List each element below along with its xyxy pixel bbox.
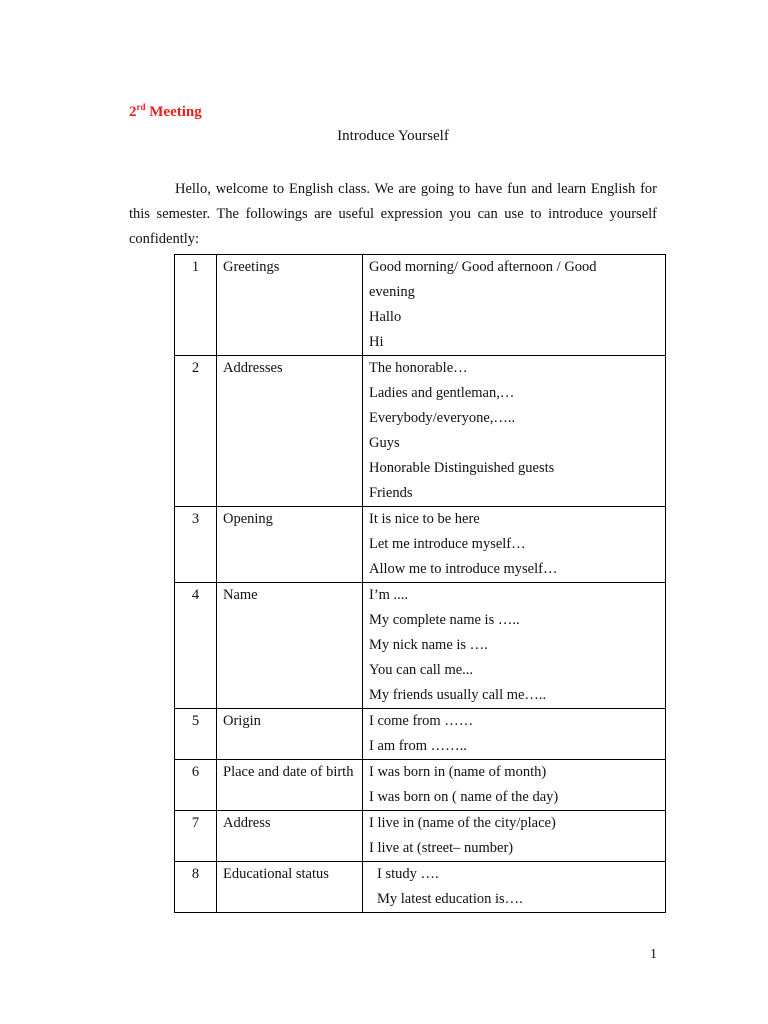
expression-line: I live in (name of the city/place) — [369, 815, 556, 831]
row-number: 8 — [175, 862, 217, 913]
expression-line: Ladies and gentleman,… — [369, 385, 515, 401]
row-category: Educational status — [217, 862, 363, 913]
expression-line: Everybody/everyone,….. — [369, 410, 516, 426]
row-expressions — [363, 356, 666, 507]
expression-line: Good morning/ Good afternoon / Good — [369, 259, 597, 275]
row-category: Place and date of birth — [217, 760, 363, 811]
expression-line: I study …. — [377, 866, 439, 882]
page-title: Introduce Yourself — [337, 128, 449, 144]
expressions-table-body — [175, 255, 666, 913]
expression-line: You can call me... — [369, 662, 474, 678]
expression-line: evening — [369, 284, 415, 300]
table-row — [175, 709, 666, 760]
expression-line: Hallo — [369, 309, 402, 325]
row-category: Addresses — [217, 356, 363, 507]
expression-line: Allow me to introduce myself… — [369, 561, 558, 577]
table-row — [175, 507, 666, 583]
row-number: 6 — [175, 760, 217, 811]
row-expressions — [363, 507, 666, 583]
expression-line: My nick name is …. — [369, 637, 488, 653]
row-category: Name — [217, 583, 363, 709]
row-category: Opening — [217, 507, 363, 583]
meeting-ordinal-suffix: rd — [136, 102, 146, 112]
row-number: 4 — [175, 583, 217, 709]
row-category: Address — [217, 811, 363, 862]
table-row — [175, 862, 666, 913]
row-expressions — [363, 760, 666, 811]
intro-paragraph: Hello, welcome to English class. We are going to have fun and learn English for this semester. The followings are useful expression you can use to introduce yourself confidently: — [129, 181, 657, 247]
expression-line: Let me introduce myself… — [369, 536, 526, 552]
row-number: 5 — [175, 709, 217, 760]
expression-line: My complete name is ….. — [369, 612, 520, 628]
table-row — [175, 760, 666, 811]
table-row — [175, 255, 666, 356]
row-category: Origin — [217, 709, 363, 760]
expression-line: The honorable… — [369, 360, 468, 376]
table-row — [175, 583, 666, 709]
row-expressions — [363, 862, 666, 913]
row-number: 1 — [175, 255, 217, 356]
expressions-table — [174, 254, 666, 913]
row-expressions — [363, 811, 666, 862]
expression-line: I am from …….. — [369, 738, 467, 754]
row-expressions — [363, 583, 666, 709]
expression-line: My latest education is…. — [377, 891, 523, 907]
expression-line: Friends — [369, 485, 413, 501]
row-number: 2 — [175, 356, 217, 507]
expression-line: I was born in (name of month) — [369, 764, 547, 780]
expression-line: I live at (street– number) — [369, 840, 514, 856]
meeting-label: Meeting — [149, 104, 202, 120]
expression-line: I was born on ( name of the day) — [369, 789, 559, 805]
expression-line: I’m .... — [369, 587, 409, 603]
expression-line: Hi — [369, 334, 384, 350]
expression-line: My friends usually call me….. — [369, 687, 547, 703]
row-expressions — [363, 255, 666, 356]
table-row — [175, 811, 666, 862]
meeting-heading — [129, 102, 202, 121]
row-number: 3 — [175, 507, 217, 583]
row-expressions — [363, 709, 666, 760]
expression-line: Honorable Distinguished guests — [369, 460, 555, 476]
row-number: 7 — [175, 811, 217, 862]
expression-line: I come from …… — [369, 713, 474, 729]
meeting-number: 2 — [129, 104, 137, 120]
row-category: Greetings — [217, 255, 363, 356]
expression-line: Guys — [369, 435, 400, 451]
page-number: 1 — [650, 947, 657, 962]
table-row — [175, 356, 666, 507]
expression-line: It is nice to be here — [369, 511, 480, 527]
